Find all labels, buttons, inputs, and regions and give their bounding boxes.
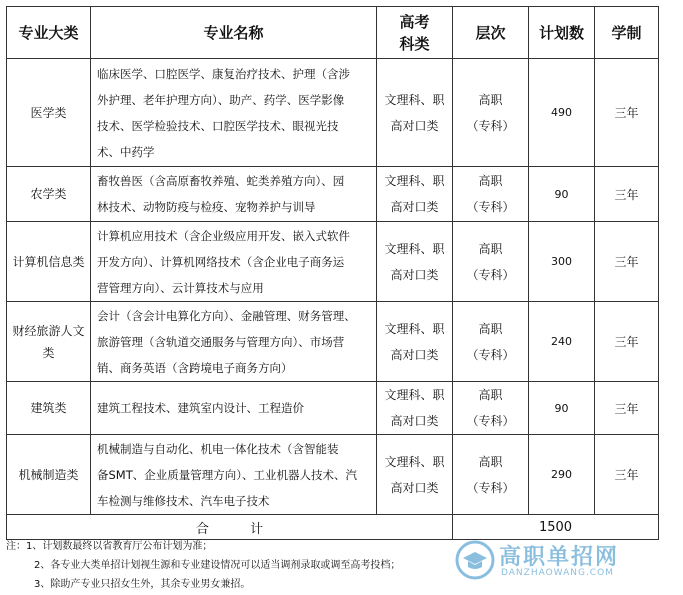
footnote-3: 3、除助产专业只招女生外，其余专业男女兼招。 — [34, 579, 251, 590]
majors-cell: 临床医学、口腔医学、康复治疗技术、护理（含涉 外护理、老年护理方向）、助产、药学、医学影像 技术、医学检验技术、口腔医学技术、眼视光技 术、中药学 — [91, 59, 377, 167]
table-row — [7, 222, 659, 302]
table-row — [7, 59, 659, 167]
category-cell: 农学类 — [7, 167, 91, 222]
table-row — [7, 302, 659, 382]
header-subject-type: 高考 科类 — [377, 7, 453, 59]
duration-cell: 三年 — [595, 302, 659, 382]
watermark-domain: DANZHAOWANG.COM — [501, 568, 614, 578]
subject-cell: 文理科、职 高对口类 — [377, 302, 453, 382]
header-row — [7, 7, 659, 59]
graduation-cap-logo-icon — [455, 540, 495, 580]
duration-cell: 三年 — [595, 222, 659, 302]
plan-cell: 90 — [529, 167, 595, 222]
total-value: 1500 — [453, 515, 659, 540]
subject-cell: 文理科、职 高对口类 — [377, 382, 453, 435]
watermark-name: 高职单招网 — [499, 545, 620, 570]
majors-cell: 机械制造与自动化、机电一体化技术（含智能装 备SMT、企业质量管理方向）、工业机器人技术、汽 车检测与维修技术、汽车电子技术 — [91, 435, 377, 515]
level-cell: 高职 （专科） — [453, 435, 529, 515]
total-row — [7, 515, 659, 540]
category-cell: 建筑类 — [7, 382, 91, 435]
duration-cell: 三年 — [595, 59, 659, 167]
level-cell: 高职 （专科） — [453, 382, 529, 435]
level-cell: 高职 （专科） — [453, 302, 529, 382]
footnote-1: 注：1、计划数最终以省教育厅公布计划为准； — [6, 541, 213, 552]
category-cell: 计算机信息类 — [7, 222, 91, 302]
level-cell: 高职 （专科） — [453, 222, 529, 302]
table-row — [7, 167, 659, 222]
footnotes — [6, 537, 486, 594]
table-row — [7, 435, 659, 515]
header-duration: 学制 — [595, 7, 659, 59]
subject-cell: 文理科、职 高对口类 — [377, 222, 453, 302]
subject-cell: 文理科、职 高对口类 — [377, 59, 453, 167]
majors-cell: 畜牧兽医（含高原畜牧养殖、蛇类养殖方向）、园 林技术、动物防疫与检疫、宠物养护与训导 — [91, 167, 377, 222]
header-plan-count: 计划数 — [529, 7, 595, 59]
plan-cell: 490 — [529, 59, 595, 167]
header-level: 层次 — [453, 7, 529, 59]
plan-cell: 300 — [529, 222, 595, 302]
duration-cell: 三年 — [595, 167, 659, 222]
majors-cell: 会计（含会计电算化方向）、金融管理、财务管理、 旅游管理（含轨道交通服务与管理方向）、市场营 销、商务英语（含跨境电子商务方向） — [91, 302, 377, 382]
plan-cell: 240 — [529, 302, 595, 382]
total-label: 合 计 — [7, 515, 453, 540]
subject-cell: 文理科、职 高对口类 — [377, 435, 453, 515]
duration-cell: 三年 — [595, 382, 659, 435]
footnote-2: 2、各专业大类单招计划视生源和专业建设情况可以适当调剂录取或调至高考投档； — [34, 560, 401, 571]
level-cell: 高职 （专科） — [453, 167, 529, 222]
duration-cell: 三年 — [595, 435, 659, 515]
enrollment-plan-table — [6, 6, 659, 540]
plan-cell: 90 — [529, 382, 595, 435]
category-cell: 机械制造类 — [7, 435, 91, 515]
header-major-name: 专业名称 — [91, 7, 377, 59]
majors-cell: 计算机应用技术（含企业级应用开发、嵌入式软件 开发方向）、计算机网络技术（含企业电子商务运 营管理方向）、云计算技术与应用 — [91, 222, 377, 302]
subject-cell: 文理科、职 高对口类 — [377, 167, 453, 222]
plan-cell: 290 — [529, 435, 595, 515]
header-category: 专业大类 — [7, 7, 91, 59]
category-cell: 医学类 — [7, 59, 91, 167]
majors-cell: 建筑工程技术、建筑室内设计、工程造价 — [91, 382, 377, 435]
site-watermark — [455, 540, 675, 580]
level-cell: 高职 （专科） — [453, 59, 529, 167]
category-cell: 财经旅游人文 类 — [7, 302, 91, 382]
table-row — [7, 382, 659, 435]
